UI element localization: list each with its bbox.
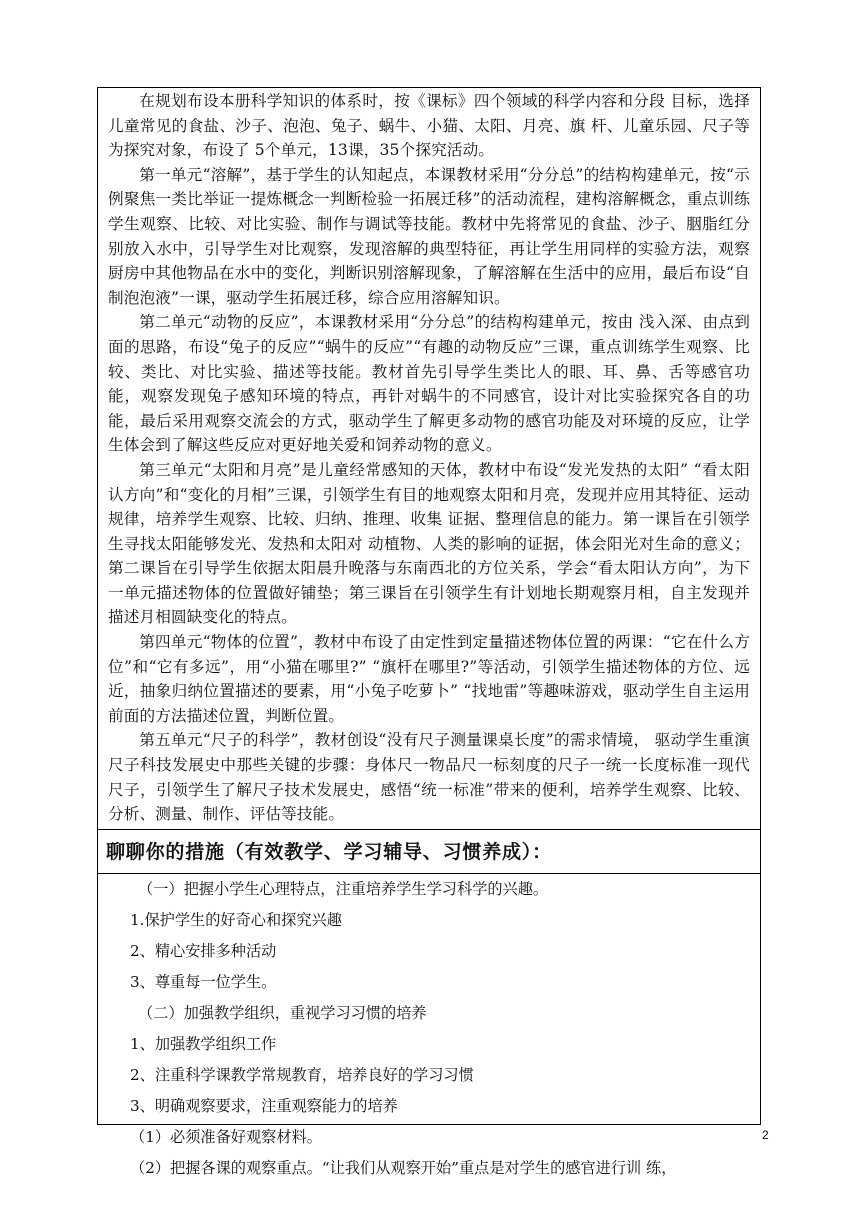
measures-line: （二）加强教学组织，重视学习习惯的培养: [138, 1004, 427, 1022]
measures-line: （2）把握各课的观察重点。“让我们从观察开始”重点是对学生的感官进行训 练，: [130, 1159, 677, 1177]
measures-line: 2、注重科学课教学常规教育，培养良好的学习习惯: [130, 1066, 474, 1084]
page-number: 2: [762, 1128, 769, 1142]
paragraph-unit-3: 第三单元“太阳和月亮”是儿童经常感知的天体，教材中布设“发光发热的太阳” “看太阳认方向”和“变化的月相”三课，引领学生有目的地观察太阳和月亮，发现并应用其特征、运动规律，培养学生观察、比较、归纳、推理、收集 证据、整理信息的能力。第一课旨在引领学生寻找太阳能够发光、发热和太阳对 动植物、人类的影响的证据，体会阳光对生命的意义；第二课旨在引导学生依据太阳晨升晚落与东南西北的方位关系，学会“看太阳认方向”，为下一单元描述物体的位置做好铺垫；第三课旨在引领学生有计划地长期观察月相，自主发现并描述月相圆缺变化的特点。: [108, 460, 750, 627]
unit-overview-cell: [98, 88, 760, 830]
measures-cell: [98, 874, 760, 1177]
paragraph-intro: 在规划布设本册科学知识的体系时，按《课标》四个领域的科学内容和分段 目标，选择儿童常见的食盐、沙子、泡泡、兔子、蜗牛、小猫、太阳、月亮、旗 杆、儿童乐园、尺子等为探究对象，布设了 5个单元，13课，35个探究活动。: [108, 92, 750, 160]
measures-line: （1）必须准备好观察材料。: [130, 1128, 322, 1146]
paragraph-unit-2: 第二单元“动物的反应”，本课教材采用“分分总”的结构构建单元，按由 浅入深、由点到面的思路，布设“兔子的反应”“蜗牛的反应”“有趣的动物反应”三课，重点训练学生观察、比较、类比、对比实验、描述等技能。教材首先引导学生类比人的眼、耳、鼻、舌等感官功能，观察发现兔子感知环境的特点，再针对蜗牛的不同感官，设计对比实验探究各自的功能，最后采用观察交流会的方式，驱动学生了解更多动物的感官功能及对环境的反应，让学生体会到了解这些反应对更好地关爱和饲养动物的意义。: [108, 313, 750, 455]
measures-line: 3、明确观察要求，注重观察能力的培养: [130, 1097, 398, 1115]
paragraph-unit-1: 第一单元“溶解”，基于学生的认知起点，本课教材采用“分分总”的结构构建单元，按“示例聚焦一类比举证一提炼概念一判断检验一拓展迁移”的活动流程，建构溶解概念，重点训练学生观察、比较、对比实验、制作与调试等技能。教材中先将常见的食盐、沙子、胭脂红分别放入水中，引导学生对比观察，发现溶解的典型特征，再让学生用同样的实验方法，观察厨房中其他物品在水中的变化，判断识别溶解现象，了解溶解在生活中的应用，最后布设“自制泡泡液”一课，驱动学生拓展迁移，综合应用溶解知识。: [108, 165, 750, 307]
measures-line: 2、精心安排多种活动: [130, 942, 277, 960]
paragraph-unit-4: 第四单元“物体的位置”，教材中布设了由定性到定量描述物体位置的两课：“它在什么方位”和“它有多远”，用“小猫在哪里?” “旗杆在哪里?”等活动，引领学生描述物体的方位、远近，抽象归纳位置描述的要素，用“小兔子吃萝卜” “找地雷”等趣味游戏，驱动学生自主运用前面的方法描述位置，判断位置。: [108, 633, 750, 725]
measures-line: （一）把握小学生心理特点，注重培养学生学习科学的兴趣。: [138, 880, 549, 898]
paragraph-unit-5: 第五单元“尺子的科学”，教材创设“没有尺子测量课桌长度”的需求情境， 驱动学生重演尺子科技发展史中那些关键的步骤：身体尺一物品尺一标刻度的尺子一统一长度标准一现代尺子，引领学生了解尺子技术发展史，感悟“统一标准”带来的便利，培养学生观察、比较、分析、测量、制作、评估等技能。: [108, 731, 750, 824]
measures-line: 1、加强教学组织工作: [130, 1035, 277, 1053]
content-table: [97, 87, 761, 1177]
measures-line: 3、尊重每一位学生。: [130, 973, 277, 991]
measures-line: 1.保护学生的好奇心和探究兴趣: [130, 911, 342, 929]
measures-heading: 聊聊你的措施（有效教学、学习辅导、习惯养成）：: [98, 830, 760, 874]
